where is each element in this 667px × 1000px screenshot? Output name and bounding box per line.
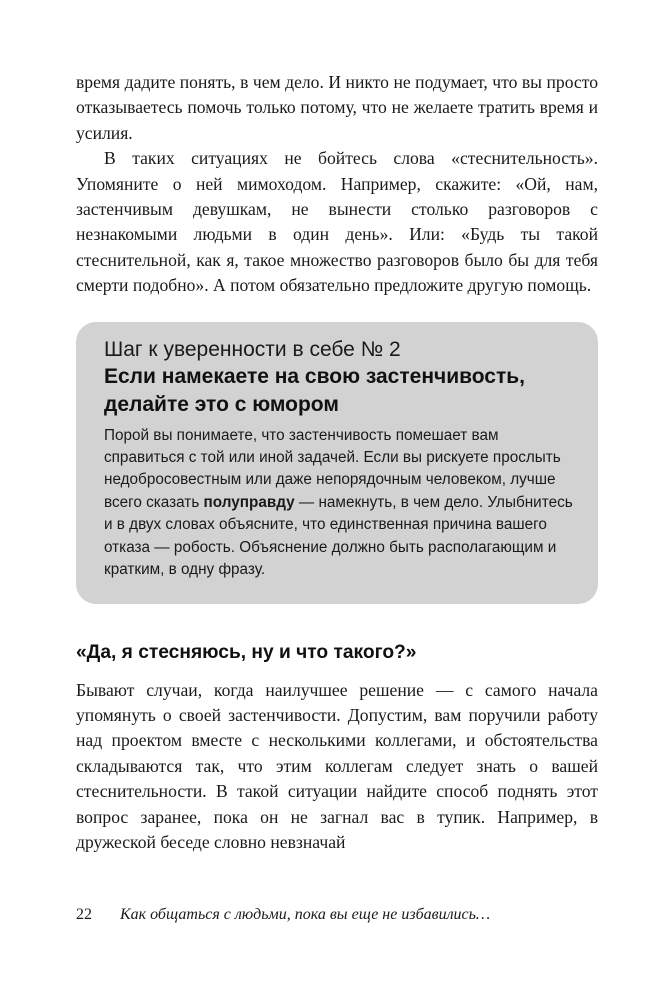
callout-body-start: Порой вы понимаете, что застенчивость помешает вам справиться с той или иной задачей. Если вы рискуете прослыть недобросовестным или даже непорядочным человеком, лучше всего сказать bbox=[104, 426, 561, 511]
running-title: Как общаться с людьми, пока вы еще не избавились… bbox=[120, 906, 491, 923]
callout-title: Если намекаете на свою застенчивость, делайте это с юмором bbox=[104, 364, 526, 416]
callout-body-emphasis: полуправду bbox=[203, 493, 295, 511]
callout-body-end: — намекнуть, в чем дело. Улыбнитесь и в двух словах объясните, что единственная причина вашего отказа — робость. Объяснение должно быть располагающим и кратким, в одну фразу. bbox=[104, 493, 573, 579]
callout-kicker: Шаг к уверенности в себе № 2 bbox=[104, 337, 401, 361]
callout-body bbox=[104, 425, 574, 582]
section-paragraph: Бывают случаи, когда наилучшее решение — с самого начала упомянуть о своей застенчивости. Допустим, вам поручили работу над проектом вместе с несколькими коллегами, и обстоятельства складываются так, что этим коллегам следует знать о вашей стеснительности. В такой ситуации найдите способ поднять этот вопрос заранее, пока он не загнал вас в тупик. Например, в дружеской беседе словно невзначай bbox=[76, 679, 598, 852]
confidence-step-callout bbox=[76, 322, 598, 604]
page-number: 22 bbox=[76, 906, 92, 923]
section-heading: «Да, я стесняюсь, ну и что такого?» bbox=[76, 641, 417, 663]
page-footer bbox=[76, 904, 598, 926]
intro-paragraph-1: время дадите понять, в чем дело. И никто не подумает, что вы просто отказываетесь помочь только потому, что не желаете тратить время и усилия. bbox=[76, 72, 598, 143]
page-body bbox=[76, 70, 598, 855]
intro-paragraph-2: В таких ситуациях не бойтесь слова «стеснительность». Упомяните о ней мимоходом. Например, скажите: «Ой, нам, застенчивым девушкам, не вынести столько разговоров с незнакомыми людьми в один день». Или: «Будь ты такой стеснительной, как я, такое множество разговоров было бы для тебя смерти подобно». А потом обязательно предложите другую помощь. bbox=[76, 148, 598, 296]
